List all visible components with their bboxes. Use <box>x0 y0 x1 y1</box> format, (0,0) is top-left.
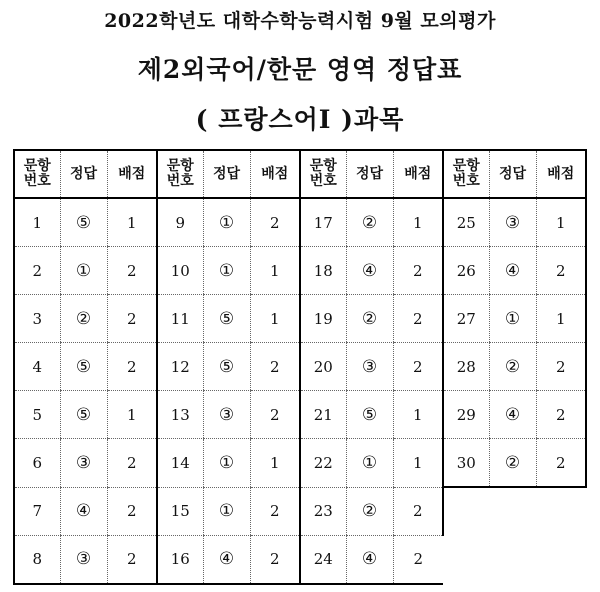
question-number <box>14 295 60 343</box>
answer-cell <box>203 343 250 391</box>
header-number: 문항 번호 <box>300 150 346 198</box>
question-number-text: 20 <box>313 357 333 376</box>
answer-cell <box>346 535 393 584</box>
question-number-text: 22 <box>313 454 333 473</box>
exam-title: 2022학년도 대학수학능력시험 9월 모의평가 <box>104 10 496 32</box>
points-cell <box>536 343 586 391</box>
answer-cell-text: ① <box>218 453 235 474</box>
question-number <box>443 198 489 247</box>
question-number <box>300 343 346 391</box>
answer-cell-text: ① <box>218 501 235 522</box>
answer-cell <box>346 295 393 343</box>
answer-cell <box>346 247 393 295</box>
table-header-row <box>14 150 586 198</box>
question-number <box>300 439 346 488</box>
answer-cell-text: ① <box>75 260 92 281</box>
question-number <box>14 391 60 439</box>
answer-cell-text: ③ <box>218 404 235 425</box>
answer-cell <box>489 343 536 391</box>
answer-cell-text: ④ <box>504 404 521 425</box>
points-cell-text: 2 <box>412 261 423 280</box>
answer-cell-text: ⑤ <box>218 308 235 329</box>
question-number-text: 26 <box>456 261 476 280</box>
answer-cell <box>489 391 536 439</box>
answer-cell <box>203 391 250 439</box>
points-cell-text: 2 <box>126 502 137 521</box>
answer-cell-text: ④ <box>75 501 92 522</box>
question-number <box>14 343 60 391</box>
answer-cell <box>60 343 107 391</box>
points-cell-text: 2 <box>555 405 566 424</box>
question-number <box>157 487 203 535</box>
question-number <box>14 198 60 247</box>
points-cell-text: 2 <box>412 502 423 521</box>
question-number-text: 21 <box>313 405 333 424</box>
question-number-text: 25 <box>456 213 476 232</box>
header-points: 배점 <box>107 150 157 198</box>
points-cell-text: 1 <box>126 213 137 232</box>
table-row <box>14 295 586 343</box>
question-number-text: 9 <box>175 213 186 232</box>
points-cell-text: 2 <box>126 261 137 280</box>
answer-cell <box>346 391 393 439</box>
points-cell-text: 2 <box>269 213 280 232</box>
points-cell <box>107 295 157 343</box>
question-number-text: 18 <box>313 261 333 280</box>
question-number-text: 6 <box>32 454 43 473</box>
points-cell <box>393 391 443 439</box>
question-number <box>157 439 203 488</box>
question-number <box>443 439 489 488</box>
answer-cell <box>60 535 107 584</box>
answer-cell <box>489 295 536 343</box>
question-number-text: 7 <box>32 502 43 521</box>
answer-cell-text: ④ <box>361 260 378 281</box>
question-number-text: 13 <box>170 405 190 424</box>
answer-cell <box>60 487 107 535</box>
points-cell <box>250 487 300 535</box>
points-cell-text: 2 <box>126 454 137 473</box>
question-number-text: 23 <box>313 502 333 521</box>
answer-cell-text: ③ <box>75 549 92 570</box>
header-answer: 정답 <box>346 150 393 198</box>
points-cell <box>107 247 157 295</box>
section-title: 제2외국어/한문 영역 정답표 <box>137 55 463 84</box>
points-cell <box>536 439 586 488</box>
answer-cell <box>203 535 250 584</box>
answer-cell <box>346 343 393 391</box>
answer-cell-text: ① <box>218 260 235 281</box>
points-cell <box>250 247 300 295</box>
answer-cell-text: ③ <box>361 356 378 377</box>
points-cell <box>250 295 300 343</box>
answer-cell-text: ④ <box>361 549 378 570</box>
answer-cell <box>346 487 393 535</box>
points-cell-text: 1 <box>126 405 137 424</box>
question-number <box>300 247 346 295</box>
points-cell <box>107 439 157 488</box>
answer-cell-text: ④ <box>218 549 235 570</box>
points-cell <box>250 535 300 584</box>
table-row <box>14 198 586 247</box>
question-number <box>300 535 346 584</box>
header-points: 배점 <box>250 150 300 198</box>
answer-cell-text: ① <box>361 453 378 474</box>
question-number <box>443 247 489 295</box>
question-number-text: 3 <box>32 309 43 328</box>
header-points: 배점 <box>536 150 586 198</box>
points-cell <box>393 247 443 295</box>
question-number <box>157 391 203 439</box>
points-cell-text: 2 <box>269 550 280 569</box>
question-number-text: 24 <box>313 550 333 569</box>
points-cell-text: 2 <box>269 357 280 376</box>
answer-cell-text: ④ <box>504 260 521 281</box>
question-number-text: 19 <box>313 309 333 328</box>
question-number-text: 5 <box>32 405 43 424</box>
question-number-text: 2 <box>32 261 43 280</box>
points-cell <box>107 535 157 584</box>
points-cell-text: 2 <box>126 550 137 569</box>
points-cell-text: 1 <box>555 213 566 232</box>
table-row <box>14 391 586 439</box>
header-answer: 정답 <box>489 150 536 198</box>
answer-cell <box>203 439 250 488</box>
table-row <box>14 535 586 584</box>
answer-table <box>13 149 587 585</box>
question-number <box>157 343 203 391</box>
question-number <box>300 198 346 247</box>
points-cell <box>393 295 443 343</box>
question-number-text: 29 <box>456 405 476 424</box>
answer-cell <box>60 247 107 295</box>
points-cell <box>250 198 300 247</box>
header-number: 문항 번호 <box>14 150 60 198</box>
points-cell <box>250 391 300 439</box>
question-number <box>300 295 346 343</box>
answer-cell <box>489 247 536 295</box>
question-number-text: 27 <box>456 309 476 328</box>
table-row <box>14 343 586 391</box>
question-number <box>443 343 489 391</box>
points-cell <box>107 343 157 391</box>
answer-cell <box>489 439 536 488</box>
points-cell-text: 1 <box>269 309 280 328</box>
empty-cell <box>443 487 586 535</box>
question-number-text: 8 <box>32 550 43 569</box>
question-number <box>157 535 203 584</box>
answer-cell <box>60 198 107 247</box>
answer-cell <box>60 439 107 488</box>
answer-cell <box>203 487 250 535</box>
answer-cell <box>60 391 107 439</box>
points-cell-text: 1 <box>412 213 423 232</box>
answer-cell-text: ② <box>361 308 378 329</box>
points-cell-text: 1 <box>412 454 423 473</box>
question-number-text: 11 <box>170 309 190 328</box>
answer-cell-text: ② <box>75 308 92 329</box>
table-row <box>14 487 586 535</box>
points-cell-text: 2 <box>412 309 423 328</box>
answer-cell-text: ⑤ <box>361 404 378 425</box>
points-cell <box>107 198 157 247</box>
header-number: 문항 번호 <box>443 150 489 198</box>
question-number <box>443 391 489 439</box>
answer-cell-text: ① <box>504 308 521 329</box>
answer-cell-text: ② <box>361 501 378 522</box>
question-number-text: 14 <box>170 454 190 473</box>
question-number-text: 17 <box>313 213 333 232</box>
points-cell-text: 1 <box>269 261 280 280</box>
table-row <box>14 439 586 488</box>
header-number: 문항 번호 <box>157 150 203 198</box>
answer-cell-text: ② <box>504 452 521 473</box>
answer-cell-text: ⑤ <box>75 356 92 377</box>
points-cell <box>536 198 586 247</box>
points-cell <box>393 198 443 247</box>
answer-cell-text: ⑤ <box>75 404 92 425</box>
answer-cell <box>489 198 536 247</box>
subject-title: ( 프랑스어Ⅰ )과목 <box>195 105 405 134</box>
points-cell <box>393 535 443 584</box>
question-number <box>14 247 60 295</box>
points-cell-text: 2 <box>412 357 423 376</box>
question-number <box>300 391 346 439</box>
question-number-text: 4 <box>32 357 43 376</box>
answer-cell-text: ③ <box>75 453 92 474</box>
points-cell-text: 2 <box>269 502 280 521</box>
question-number-text: 12 <box>170 357 190 376</box>
points-cell <box>536 247 586 295</box>
header-points: 배점 <box>393 150 443 198</box>
points-cell-text: 2 <box>126 357 137 376</box>
points-cell-text: 2 <box>555 453 566 472</box>
points-cell-text: 2 <box>555 261 566 280</box>
points-cell-text: 2 <box>269 405 280 424</box>
points-cell-text: 2 <box>555 357 566 376</box>
points-cell <box>107 487 157 535</box>
empty-cell <box>443 535 586 584</box>
question-number-text: 30 <box>456 453 476 472</box>
answer-cell <box>346 198 393 247</box>
answer-cell-text: ② <box>504 356 521 377</box>
question-number <box>157 295 203 343</box>
answer-cell-text: ⑤ <box>75 212 92 233</box>
points-cell-text: 2 <box>126 309 137 328</box>
points-cell <box>393 439 443 488</box>
question-number <box>14 535 60 584</box>
question-number-text: 28 <box>456 357 476 376</box>
points-cell <box>536 391 586 439</box>
points-cell <box>393 487 443 535</box>
points-cell <box>250 343 300 391</box>
question-number-text: 1 <box>32 213 43 232</box>
question-number <box>14 439 60 488</box>
answer-cell-text: ① <box>218 212 235 233</box>
question-number <box>300 487 346 535</box>
answer-cell <box>60 295 107 343</box>
question-number-text: 15 <box>170 502 190 521</box>
points-cell-text: 1 <box>555 309 566 328</box>
points-cell <box>393 343 443 391</box>
answer-cell-text: ③ <box>504 212 521 233</box>
points-cell <box>536 295 586 343</box>
points-cell-text: 1 <box>269 454 280 473</box>
answer-cell <box>203 247 250 295</box>
answer-cell <box>203 198 250 247</box>
question-number-text: 16 <box>170 550 190 569</box>
points-cell-text: 1 <box>412 405 423 424</box>
answer-cell-text: ⑤ <box>218 356 235 377</box>
points-cell-text: 2 <box>413 550 424 569</box>
points-cell <box>250 439 300 488</box>
answer-cell-text: ② <box>361 212 378 233</box>
points-cell <box>107 391 157 439</box>
answer-cell <box>203 295 250 343</box>
header-answer: 정답 <box>60 150 107 198</box>
question-number <box>157 247 203 295</box>
table-row <box>14 247 586 295</box>
question-number <box>157 198 203 247</box>
question-number <box>14 487 60 535</box>
question-number-text: 10 <box>170 261 190 280</box>
header-answer: 정답 <box>203 150 250 198</box>
answer-cell <box>346 439 393 488</box>
question-number <box>443 295 489 343</box>
